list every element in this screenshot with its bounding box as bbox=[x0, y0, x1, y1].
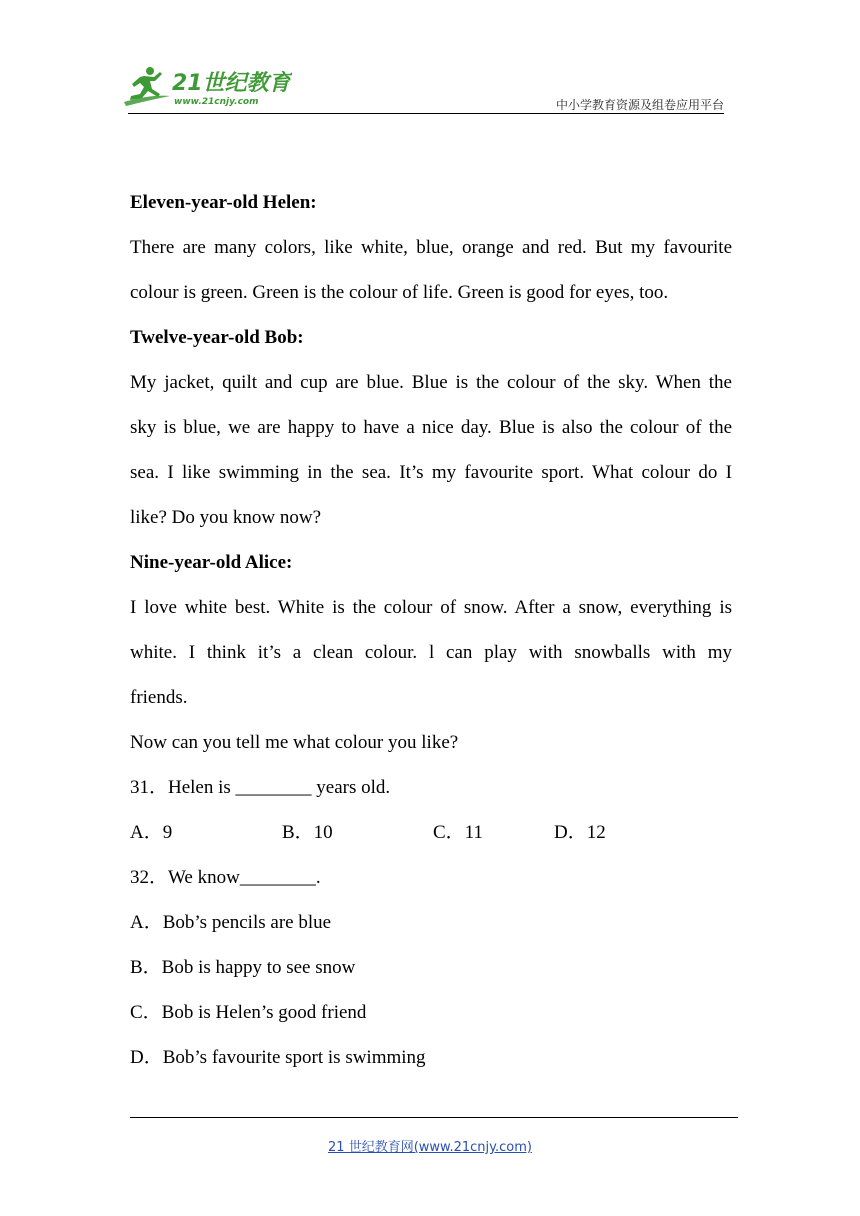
question-31-options bbox=[130, 810, 732, 855]
passage-line: sea. I like swimming in the sea. It’s my favourite sport. What colour do I bbox=[130, 462, 732, 483]
passage-line: My jacket, quilt and cup are blue. Blue is the colour of the sky. When the bbox=[130, 372, 732, 393]
passage-line: sky is blue, we are happy to have a nice day. Blue is also the colour of the bbox=[130, 417, 732, 438]
footer-divider bbox=[130, 1117, 738, 1118]
passage-line: white. I think it’s a clean colour. l can play with snowballs with my bbox=[130, 642, 732, 663]
passage-line: Twelve-year-old Bob: bbox=[130, 327, 304, 348]
passage-line: colour is green. Green is the colour of life. Green is good for eyes, too. bbox=[130, 282, 669, 303]
passage-line: Eleven-year-old Helen: bbox=[130, 192, 317, 213]
logo-21cnjy bbox=[122, 62, 292, 110]
passage-line: like? Do you know now? bbox=[130, 507, 322, 528]
option-c: C．11 bbox=[433, 822, 483, 843]
logo-url: www.21cnjy.com bbox=[174, 97, 259, 107]
option-a: A．9 bbox=[130, 822, 173, 843]
passage-content bbox=[130, 180, 732, 1080]
platform-name: 中小学教育资源及组卷应用平台 bbox=[555, 98, 724, 112]
option-b: B．Bob is happy to see snow bbox=[130, 957, 356, 978]
passage-line: Now can you tell me what colour you like? bbox=[130, 732, 459, 753]
option-b: B．10 bbox=[282, 822, 333, 843]
logo-text: 21世纪教育 bbox=[172, 71, 291, 96]
footer-link[interactable]: 21 世纪教育网(www.21cnjy.com) bbox=[328, 1140, 532, 1155]
passage-line: There are many colors, like white, blue, orange and red. But my favourite bbox=[130, 237, 732, 258]
option-d: D．12 bbox=[554, 822, 606, 843]
option-a: A．Bob’s pencils are blue bbox=[130, 912, 332, 933]
page-header bbox=[122, 58, 726, 114]
option-c: C．Bob is Helen’s good friend bbox=[130, 1002, 367, 1023]
question-32-stem: 32．We know________. bbox=[130, 867, 321, 888]
passage-line: Nine-year-old Alice: bbox=[130, 552, 293, 573]
header-divider bbox=[128, 113, 724, 114]
passage-line: I love white best. White is the colour of snow. After a snow, everything is bbox=[130, 597, 732, 618]
page-footer bbox=[0, 1136, 860, 1155]
question-31-stem: 31．Helen is ________ years old. bbox=[130, 777, 391, 798]
runner-icon bbox=[124, 67, 170, 106]
passage-line: friends. bbox=[130, 687, 188, 708]
option-d: D．Bob’s favourite sport is swimming bbox=[130, 1047, 426, 1068]
